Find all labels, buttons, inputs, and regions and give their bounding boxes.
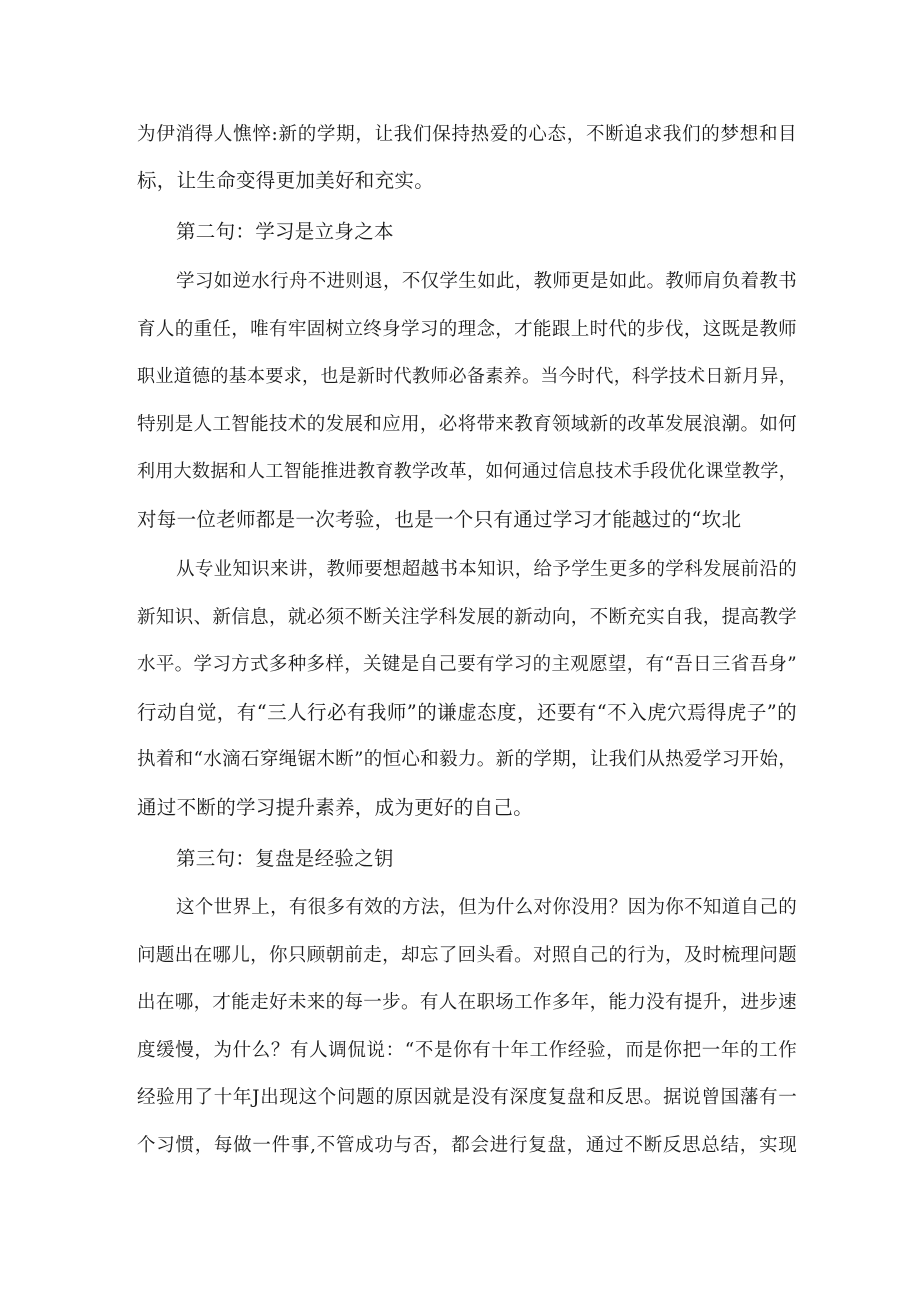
paragraph-4-line-2: 问题出在哪儿，你只顾朝前走，却忘了回头看。对照自己的行为，及时梳理问题 [137, 945, 797, 966]
paragraph-3-line-6: 通过不断的学习提升素养，成为更好的自己。 [137, 796, 534, 819]
paragraph-2-line-4: 特别是人工智能技术的发展和应用，必将带来教育领域新的改革发展浪潮。如何 [137, 414, 797, 435]
paragraph-1-line-1: 为伊消得人憔悴:新的学期，让我们保持热爱的心态，不断追求我们的梦想和目 [137, 124, 797, 145]
paragraph-4-line-1: 这个世界上，有很多有效的方法，但为什么对你没用？因为你不知道自己的 [176, 897, 797, 918]
paragraph-2-line-1: 学习如逆水行舟不进则退，不仅学生如此，教师更是如此。教师肩负着教书 [176, 271, 797, 292]
paragraph-4-line-6: 个习惯，每做一件事,不管成功与否，都会进行复盘，通过不断反思总结，实现 [137, 1135, 797, 1156]
paragraph-3-line-4: 行动自觉，有“三人行必有我师”的谦虚态度，还要有“不入虎穴焉得虎子”的 [137, 701, 797, 724]
paragraph-2-line-5: 利用大数据和人工智能推进教育教学改革，如何通过信息技术手段优化课堂教学， [137, 461, 797, 482]
paragraph-4-line-4: 度缓慢，为什么？有人调侃说：“不是你有十年工作经验，而是你把一年的工作 [137, 1040, 797, 1061]
section-heading-3: 第三句：复盘是经验之钥 [176, 847, 394, 870]
paragraph-1-line-2: 标，让生命变得更加美好和充实。 [137, 169, 435, 192]
paragraph-2-line-2: 育人的重任，唯有牢固树立终身学习的理念，才能跟上时代的步伐，这既是教师 [137, 319, 797, 340]
paragraph-2-line-3: 职业道德的基本要求，也是新时代教师必备素养。当今时代，科学技术日新月异， [137, 366, 797, 387]
paragraph-3-line-3: 水平。学习方式多种多样，关键是自己要有学习的主观愿望，有“吾日三省吾身” [137, 654, 797, 675]
paragraph-2-line-6: 对每一位老师都是一次考验，也是一个只有通过学习才能越过的“坎北 [137, 508, 742, 531]
paragraph-3-line-5: 执着和“水滴石穿绳锯木断”的恒心和毅力。新的学期，让我们从热爱学习开始， [137, 749, 797, 770]
section-heading-2: 第二句：学习是立身之本 [176, 220, 394, 243]
paragraph-3-line-1: 从专业知识来讲，教师要想超越书本知识，给予学生更多的学科发展前沿的 [176, 559, 797, 580]
paragraph-3-line-2: 新知识、新信息，就必须不断关注学科发展的新动向，不断充实自我，提高教学 [137, 607, 797, 628]
paragraph-4-line-3: 出在哪，才能走好未来的每一步。有人在职场工作多年，能力没有提升，进步速 [137, 992, 797, 1013]
paragraph-4-line-5: 经验用了十年J出现这个问题的原因就是没有深度复盘和反思。据说曾国藩有一 [137, 1087, 797, 1108]
